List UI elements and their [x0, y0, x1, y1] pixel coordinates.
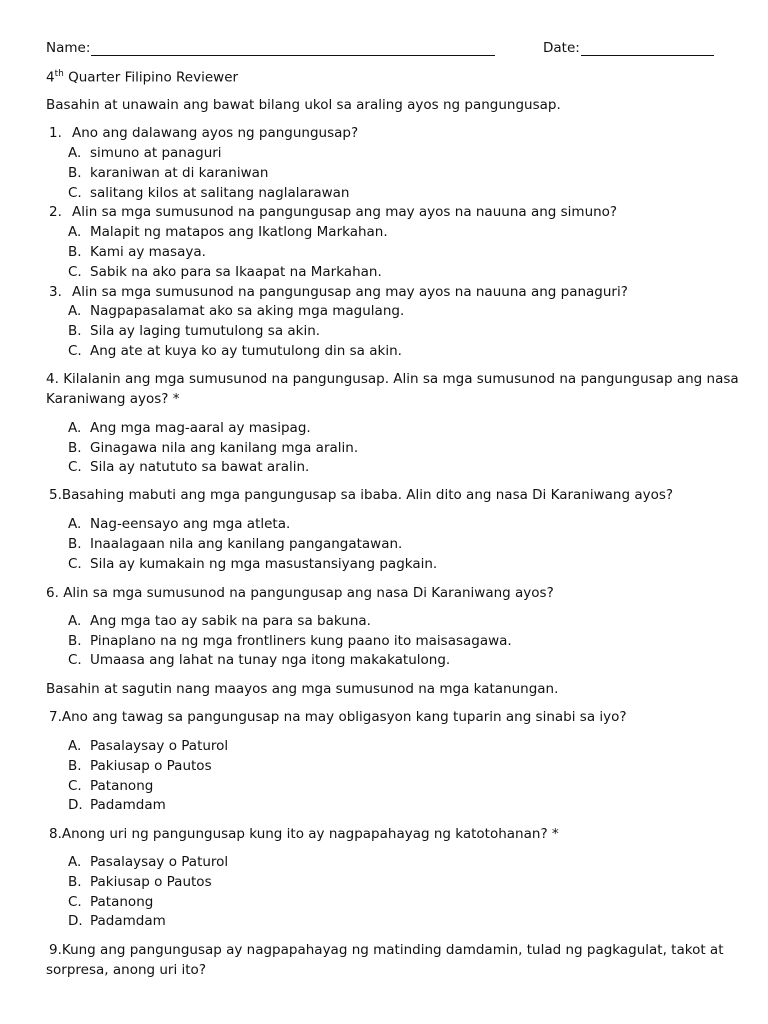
question-text: Anong uri ng pangungusap kung ito ay nagpapahayag ng katotohanan? * — [61, 826, 559, 842]
instructions-part2: Basahin at sagutin nang maayos ang mga sumusunod na mga katanungan. — [46, 681, 559, 697]
question-4-continued: Karaniwang ayos? * — [46, 391, 180, 407]
worksheet-title: 4th Quarter Filipino Reviewer — [46, 69, 239, 86]
question-number: 9. — [49, 942, 62, 958]
question-number: 8. — [49, 826, 62, 842]
date-label: Date: — [543, 40, 580, 56]
question-number: 7. — [49, 709, 62, 725]
question-number: 3. — [49, 284, 62, 300]
question-number: 6. — [46, 585, 59, 601]
question-number: 5. — [49, 487, 62, 503]
date-field-line[interactable] — [581, 55, 714, 56]
question-text: Kilalanin ang mga sumusunod na pangungusap. Alin sa mga sumusunod na pangungusap ang nasa — [63, 371, 739, 387]
question-3 — [49, 284, 628, 300]
question-7 — [49, 709, 627, 725]
question-4 — [46, 371, 739, 387]
question-text: Alin sa mga sumusunod na pangungusap ang may ayos na nauuna ang panaguri? — [72, 284, 628, 300]
question-9 — [49, 942, 724, 958]
question-number: 2. — [49, 204, 62, 220]
question-5 — [49, 487, 673, 503]
name-label: Name: — [46, 40, 91, 56]
instructions-part1: Basahin at unawain ang bawat bilang ukol sa araling ayos ng pangungusap. — [46, 97, 561, 113]
question-text: Basahing mabuti ang mga pangungusap sa ibaba. Alin dito ang nasa Di Karaniwang ayos? — [61, 487, 674, 503]
question-8 — [49, 826, 559, 842]
question-number: 1. — [49, 125, 62, 141]
question-6 — [46, 585, 554, 601]
question-1 — [49, 125, 359, 141]
question-text: Kung ang pangungusap ay nagpapahayag ng matinding damdamin, tulad ng pagkagulat, takot at — [61, 942, 724, 958]
question-text: Ano ang tawag sa pangungusap na may obligasyon kang tuparin ang sinabi sa iyo? — [61, 709, 627, 725]
question-number: 4. — [46, 371, 59, 387]
worksheet-page: Name: Date: 4th Quarter Filipino Reviewer Basahin at unawain ang bawat bilang ukol sa araling ayos ng pangungusap. 1. Ano ang dalawang ayos ng pangungusap? A. simuno at panaguri B. karaniwan at di karaniwan C. salitang kilos at salitang naglalarawan 2. Alin sa mga sumusunod na pangungusap ang may ayos na nauuna ang simuno? A. Malapit ng matapos ang Ikatlong Markahan. B. Kami ay masaya. C. Sabik na ako para sa Ikaapat na Markahan. 3. Alin sa mga sumusunod na pangungusap ang may ayos na nauuna ang panaguri? A. Nagpapasalamat ako sa aking mga magulang. B. Sila ay laging tumutulong sa akin. C. Ang ate at kuya ko ay tumutulong din sa akin. 4. Kilalanin ang mga sumusunod na pangungusap. Alin sa mga sumusunod na pangungusap ang nasa Karaniwang ayos? * A. Ang mga mag-aaral ay masipag. B. Ginagawa nila ang kanilang mga aralin. C. Sila ay natututo sa bawat aralin. 5.Basahing mabuti ang mga pangungusap sa ibaba. Alin dito ang nasa Di Karaniwang ayos? A. Nag-eensayo ang mga atleta. B. Inaalagaan nila ang kanilang pangangatawan. C. Sila ay kumakain ng mga masustansiyang pagkain. 6. Alin sa mga sumusunod na pangungusap ang nasa Di Karaniwang ayos? A. Ang mga tao ay sabik na para sa bakuna. B. Pinaplano na ng mga frontliners kung paano ito maisasagawa. C. Umaasa ang lahat na tunay nga itong makakatulong. Basahin at sagutin nang maayos ang mga sumusunod na mga katanungan. 7.Ano ang tawag sa pangungusap na may obligasyon kang tuparin ang sinabi sa iyo? A. Pasalaysay o Paturol B. Pakiusap o Pautos C. Patanong D. Padamdam 8.Anong uri ng pangungusap kung ito ay nagpapahayag ng katotohanan? * A. Pasalaysay o Paturol B. Pakiusap o Pautos C. Patanong D. Padamdam 9.Kung ang pangungusap ay nagpapahayag ng matinding damdamin, tulad ng pagkagulat, takot at sorpresa, anong uri ito? — [46, 40, 739, 978]
question-9-continued: sorpresa, anong uri ito? — [46, 962, 206, 978]
question-text: Ano ang dalawang ayos ng pangungusap? — [72, 125, 359, 141]
question-2 — [49, 204, 618, 220]
name-field-line[interactable] — [91, 55, 495, 56]
question-text: Alin sa mga sumusunod na pangungusap ang may ayos na nauuna ang simuno? — [72, 204, 618, 220]
question-text: Alin sa mga sumusunod na pangungusap ang nasa Di Karaniwang ayos? — [63, 585, 554, 601]
